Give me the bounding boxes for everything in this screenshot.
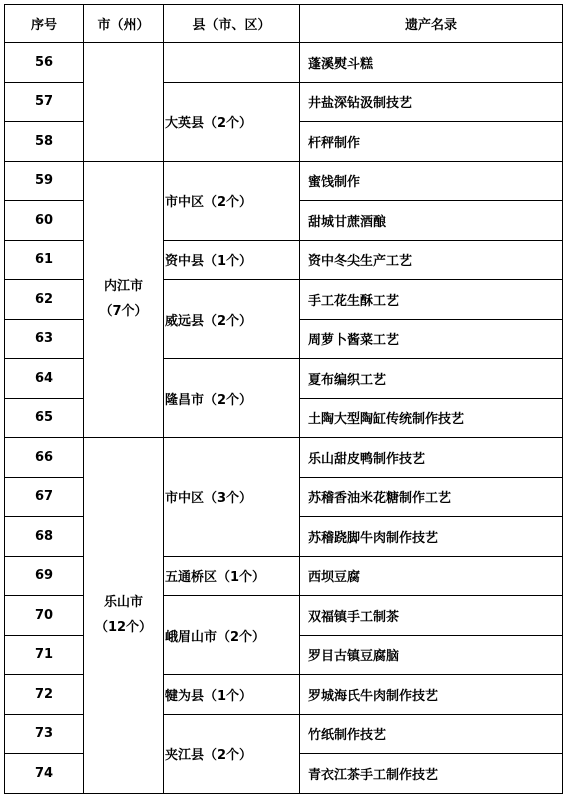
heritage-name: 乐山甜皮鸭制作技艺 [300, 438, 563, 478]
city-name: 乐山市 [103, 595, 143, 611]
county-cell [164, 43, 300, 83]
heritage-name: 土陶大型陶缸传统制作技艺 [300, 398, 563, 438]
row-number: 71 [5, 635, 84, 675]
city-count: （12个） [94, 620, 153, 636]
city-count: （7个） [99, 304, 148, 320]
county-cell: 峨眉山市（2个） [164, 596, 300, 675]
row-number: 72 [5, 675, 84, 715]
row-number: 73 [5, 714, 84, 754]
row-number: 68 [5, 517, 84, 557]
row-number: 65 [5, 398, 84, 438]
row-number: 67 [5, 477, 84, 517]
header-city: 市（州） [84, 5, 164, 43]
county-cell: 威远县（2个） [164, 280, 300, 359]
city-cell [84, 438, 164, 794]
table-header-row [5, 5, 563, 43]
heritage-name: 罗城海氏牛肉制作技艺 [300, 675, 563, 715]
heritage-name: 夏布编织工艺 [300, 359, 563, 399]
row-number: 57 [5, 82, 84, 122]
heritage-name: 苏稽香油米花糖制作工艺 [300, 477, 563, 517]
city-name: 内江市 [103, 279, 143, 295]
city-cell [84, 161, 164, 438]
row-number: 58 [5, 122, 84, 162]
county-cell: 大英县（2个） [164, 82, 300, 161]
heritage-name: 罗目古镇豆腐脑 [300, 635, 563, 675]
row-number: 70 [5, 596, 84, 636]
heritage-table [4, 4, 563, 794]
row-number: 64 [5, 359, 84, 399]
header-no: 序号 [5, 5, 84, 43]
county-cell: 资中县（1个） [164, 240, 300, 280]
county-cell: 五通桥区（1个） [164, 556, 300, 596]
row-number: 56 [5, 43, 84, 83]
heritage-name: 甜城甘蔗酒酿 [300, 201, 563, 241]
heritage-name: 西坝豆腐 [300, 556, 563, 596]
row-number: 62 [5, 280, 84, 320]
city-cell [84, 43, 164, 162]
heritage-name: 资中冬尖生产工艺 [300, 240, 563, 280]
county-cell: 夹江县（2个） [164, 714, 300, 793]
row-number: 66 [5, 438, 84, 478]
heritage-name: 杆秤制作 [300, 122, 563, 162]
county-cell: 市中区（2个） [164, 161, 300, 240]
row-number: 74 [5, 754, 84, 794]
row-number: 69 [5, 556, 84, 596]
heritage-name: 周萝卜酱菜工艺 [300, 319, 563, 359]
county-cell: 市中区（3个） [164, 438, 300, 557]
heritage-name: 苏稽跷脚牛肉制作技艺 [300, 517, 563, 557]
row-number: 59 [5, 161, 84, 201]
header-county: 县（市、区） [164, 5, 300, 43]
table-row [5, 438, 563, 478]
row-number: 63 [5, 319, 84, 359]
heritage-name: 双福镇手工制茶 [300, 596, 563, 636]
row-number: 60 [5, 201, 84, 241]
row-number: 61 [5, 240, 84, 280]
heritage-name: 竹纸制作技艺 [300, 714, 563, 754]
table-row [5, 161, 563, 201]
county-cell: 犍为县（1个） [164, 675, 300, 715]
heritage-name: 手工花生酥工艺 [300, 280, 563, 320]
heritage-name: 蜜饯制作 [300, 161, 563, 201]
table-row [5, 43, 563, 83]
heritage-name: 蓬溪熨斗糕 [300, 43, 563, 83]
county-cell: 隆昌市（2个） [164, 359, 300, 438]
header-name: 遗产名录 [300, 5, 563, 43]
heritage-name: 青衣江茶手工制作技艺 [300, 754, 563, 794]
heritage-name: 井盐深钻汲制技艺 [300, 82, 563, 122]
